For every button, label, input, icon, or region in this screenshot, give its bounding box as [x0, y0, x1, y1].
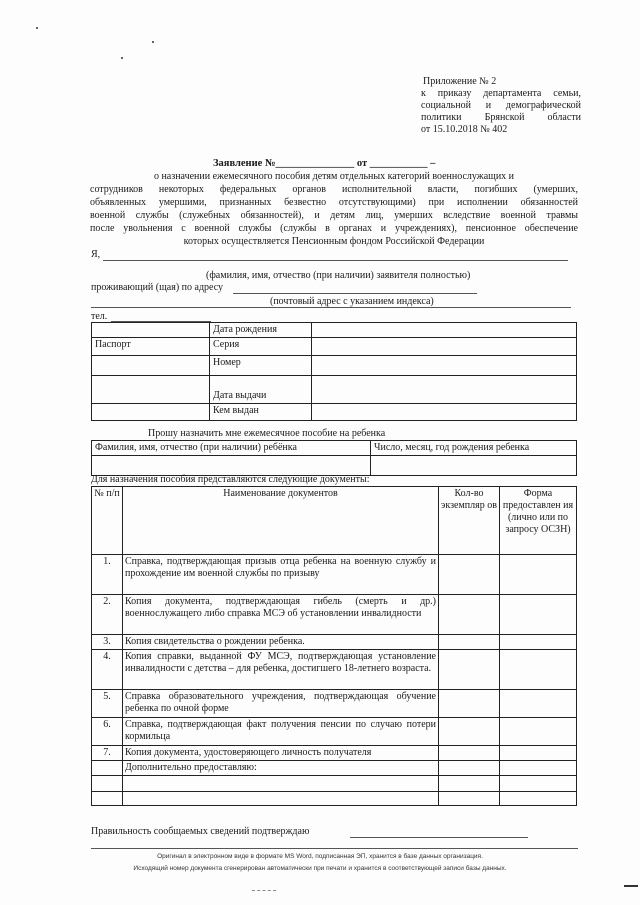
series-label: Серия	[210, 338, 312, 356]
form-title: Заявление №_______________ от ___________ –	[213, 158, 436, 169]
docs-row-count[interactable]	[439, 555, 500, 595]
docs-row-name: Справка, подтверждающая призыв отца ребенка на военную службу и прохождение им военной службы по призыву	[123, 555, 439, 595]
scan-speck	[121, 57, 123, 59]
child-name-value[interactable]	[92, 456, 371, 476]
purpose-line: после увольнения с военной службы (службы в органах и учреждениях), пенсионное обеспечение	[90, 223, 578, 234]
docs-row-count[interactable]	[439, 776, 500, 792]
docs-row-num: 5.	[92, 690, 123, 718]
address-field[interactable]	[233, 293, 477, 294]
appendix-line: к приказу департамента семьи,	[421, 88, 581, 99]
address-caption: (почтовый адрес с указанием индекса)	[270, 296, 434, 307]
issue-date-label: Дата выдачи	[210, 376, 312, 404]
docs-row-name: Копия документа, подтверждающая гибель (смерть и др.) военнослужащего либо справка МСЭ об установлении инвалидности	[123, 595, 439, 635]
documents-table	[91, 486, 577, 806]
docs-row-name[interactable]	[123, 776, 439, 792]
docs-intro: Для назначения пособия представляются следующие документы:	[91, 474, 370, 485]
appendix-block	[421, 76, 581, 136]
fio-caption: (фамилия, имя, отчество (при наличии) заявителя полностью)	[206, 270, 471, 281]
docs-row-name: Дополнительно предоставляю:	[123, 761, 439, 776]
passport-label: Паспорт	[92, 338, 210, 356]
footer-line: Исходящий номер документа сгенерирован автоматически при печати и хранится в соответствующей записи базы данных.	[133, 865, 507, 872]
docs-row-count[interactable]	[439, 718, 500, 746]
purpose-line: объявленных умершими, признанных безвестно отсутствующими) при исполнении обязанностей	[90, 197, 578, 208]
purpose-line: которых осуществляется Пенсионным фондом Российской Федерации	[183, 236, 485, 247]
footer-line: Оригинал в электронном виде в формате MS Word, подписанная ЭП, хранится в базе данных организация.	[157, 853, 483, 860]
child-name-header: Фамилия, имя, отчество (при наличии) ребёнка	[92, 441, 371, 456]
appendix-line: политики Брянской области	[421, 112, 581, 123]
docs-row-name: Копия справки, выданной ФУ МСЭ, подтверждающая установление инвалидности с детства – для ребенка, достигшего 18-летнего возраста.	[123, 650, 439, 690]
purpose-line: о назначении ежемесячного пособия детям отдельных категорий военнослужащих и	[153, 171, 515, 182]
docs-header-count: Кол-во экземпляр ов	[439, 487, 500, 555]
scan-speck	[36, 27, 38, 29]
docs-row-num	[92, 761, 123, 776]
phone-label: тел.	[91, 311, 108, 322]
docs-row-count[interactable]	[439, 792, 500, 806]
footer-bottom-mark	[252, 890, 276, 891]
docs-row-form[interactable]	[500, 761, 577, 776]
docs-row-form[interactable]	[500, 635, 577, 650]
docs-row-name: Копия документа, удостоверяющего личность получателя	[123, 746, 439, 761]
docs-row-form[interactable]	[500, 690, 577, 718]
form-purpose	[90, 170, 578, 248]
docs-row-name[interactable]	[123, 792, 439, 806]
docs-row-count[interactable]	[439, 690, 500, 718]
birth-date-label: Дата рождения	[210, 323, 312, 338]
docs-row-form[interactable]	[500, 746, 577, 761]
issue-date-value[interactable]	[312, 376, 577, 404]
child-birth-value[interactable]	[371, 456, 577, 476]
signature-field[interactable]	[350, 837, 528, 838]
confirm-text: Правильность сообщаемых сведений подтверждаю	[91, 826, 310, 837]
applicant-ya-label: Я,	[91, 249, 101, 260]
docs-row-num	[92, 792, 123, 806]
docs-row-name: Справка, подтверждающая факт получения пенсии по случаю потери кормильца	[123, 718, 439, 746]
docs-row-form[interactable]	[500, 718, 577, 746]
docs-row-num: 7.	[92, 746, 123, 761]
passport-empty-cell	[92, 404, 210, 421]
docs-row-count[interactable]	[439, 595, 500, 635]
child-birth-header: Число, месяц, год рождения ребенка	[371, 441, 577, 456]
appendix-line: Приложение № 2	[423, 76, 497, 87]
docs-row-form[interactable]	[500, 595, 577, 635]
passport-empty-cell	[92, 356, 210, 376]
docs-row-form[interactable]	[500, 555, 577, 595]
issued-by-label: Кем выдан	[210, 404, 312, 421]
docs-row-name: Копия свидетельства о рождении ребенка.	[123, 635, 439, 650]
series-value[interactable]	[312, 338, 577, 356]
passport-table	[91, 322, 577, 421]
docs-row-count[interactable]	[439, 746, 500, 761]
passport-empty-cell	[92, 323, 210, 338]
purpose-line: военной службы (служебных обязанностей), и детям лиц, умерших вследствие военной травмы	[90, 210, 578, 221]
passport-empty-cell	[92, 376, 210, 404]
number-value[interactable]	[312, 356, 577, 376]
docs-row-num: 4.	[92, 650, 123, 690]
docs-row-count[interactable]	[439, 761, 500, 776]
scan-mark	[624, 885, 638, 887]
fio-field[interactable]	[103, 260, 568, 261]
docs-row-form[interactable]	[500, 776, 577, 792]
docs-row-num	[92, 776, 123, 792]
issued-by-value[interactable]	[312, 404, 577, 421]
docs-header-name: Наименование документов	[123, 487, 439, 555]
purpose-line: сотрудников некоторых федеральных органов исполнительной власти, погибших (умерших,	[90, 184, 578, 195]
appendix-line: социальной и демографической	[421, 100, 581, 111]
docs-row-num: 1.	[92, 555, 123, 595]
docs-row-form[interactable]	[500, 650, 577, 690]
docs-row-count[interactable]	[439, 635, 500, 650]
birth-date-value[interactable]	[312, 323, 577, 338]
number-label: Номер	[210, 356, 312, 376]
appendix-line: от 15.10.2018 № 402	[421, 124, 508, 135]
address-label: проживающий (щая) по адресу	[91, 282, 224, 293]
request-text: Прошу назначить мне ежемесячное пособие на ребенка	[148, 428, 386, 439]
docs-header-form: Форма предоставлен ия (лично или по запросу ОСЗН)	[500, 487, 577, 555]
scan-speck	[152, 41, 154, 43]
docs-row-num: 6.	[92, 718, 123, 746]
docs-row-num: 3.	[92, 635, 123, 650]
child-table	[91, 440, 577, 476]
docs-header-num: № п/п	[92, 487, 123, 555]
docs-row-num: 2.	[92, 595, 123, 635]
docs-row-name: Справка образовательного учреждения, подтверждающая обучение ребенка по очной форме	[123, 690, 439, 718]
docs-row-count[interactable]	[439, 650, 500, 690]
address-field-line2[interactable]	[91, 307, 571, 308]
footer-divider	[91, 848, 578, 849]
docs-row-form[interactable]	[500, 792, 577, 806]
